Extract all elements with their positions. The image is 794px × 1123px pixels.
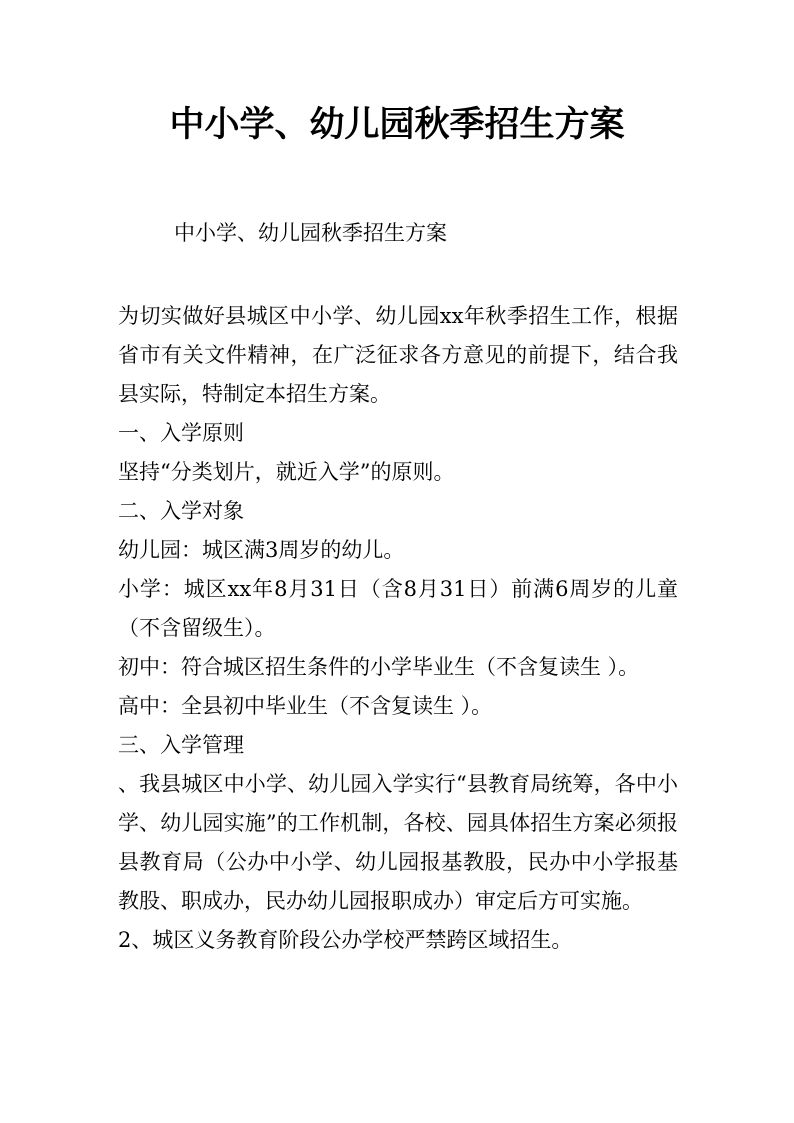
section-heading-admission-management: 三、入学管理 [118, 733, 244, 757]
section-heading-admission-targets: 二、入学对象 [118, 499, 244, 523]
section-heading-admission-principle: 一、入学原则 [118, 421, 244, 445]
target-senior-high: 高中：全县初中毕业生（不含复读生 ）。 [118, 694, 493, 718]
target-junior-high: 初中：符合城区招生条件的小学毕业生（不含复读生 ）。 [118, 655, 640, 679]
management-item-1: 、我县城区中小学、幼儿园入学实行“县教育局统筹，各中小学、幼儿园实施”的工作机制，各校、园具体招生方案必须报县教育局（公办中小学、幼儿园报基教股，民办中小学报基教股、职成办，民办幼儿园报职成办）审定后方可实施。 [118, 772, 678, 913]
target-kindergarten: 幼儿园：城区满3周岁的幼儿。 [118, 538, 405, 562]
document-title: 中小学、幼儿园秋季招生方案 [169, 104, 625, 145]
target-primary-school: 小学：城区xx年8月31日（含8月31日）前满6周岁的儿童（不含留级生）。 [118, 577, 678, 640]
management-item-2: 2、城区义务教育阶段公办学校严禁跨区域招生。 [118, 928, 573, 952]
document-subtitle: 中小学、幼儿园秋季招生方案 [174, 221, 447, 245]
intro-paragraph: 为切实做好县城区中小学、幼儿园xx年秋季招生工作，根据省市有关文件精神，在广泛征求各方意见的前提下，结合我县实际，特制定本招生方案。 [118, 304, 678, 406]
admission-principle-text: 坚持“分类划片，就近入学”的原则。 [118, 460, 455, 484]
document-body [118, 297, 678, 960]
